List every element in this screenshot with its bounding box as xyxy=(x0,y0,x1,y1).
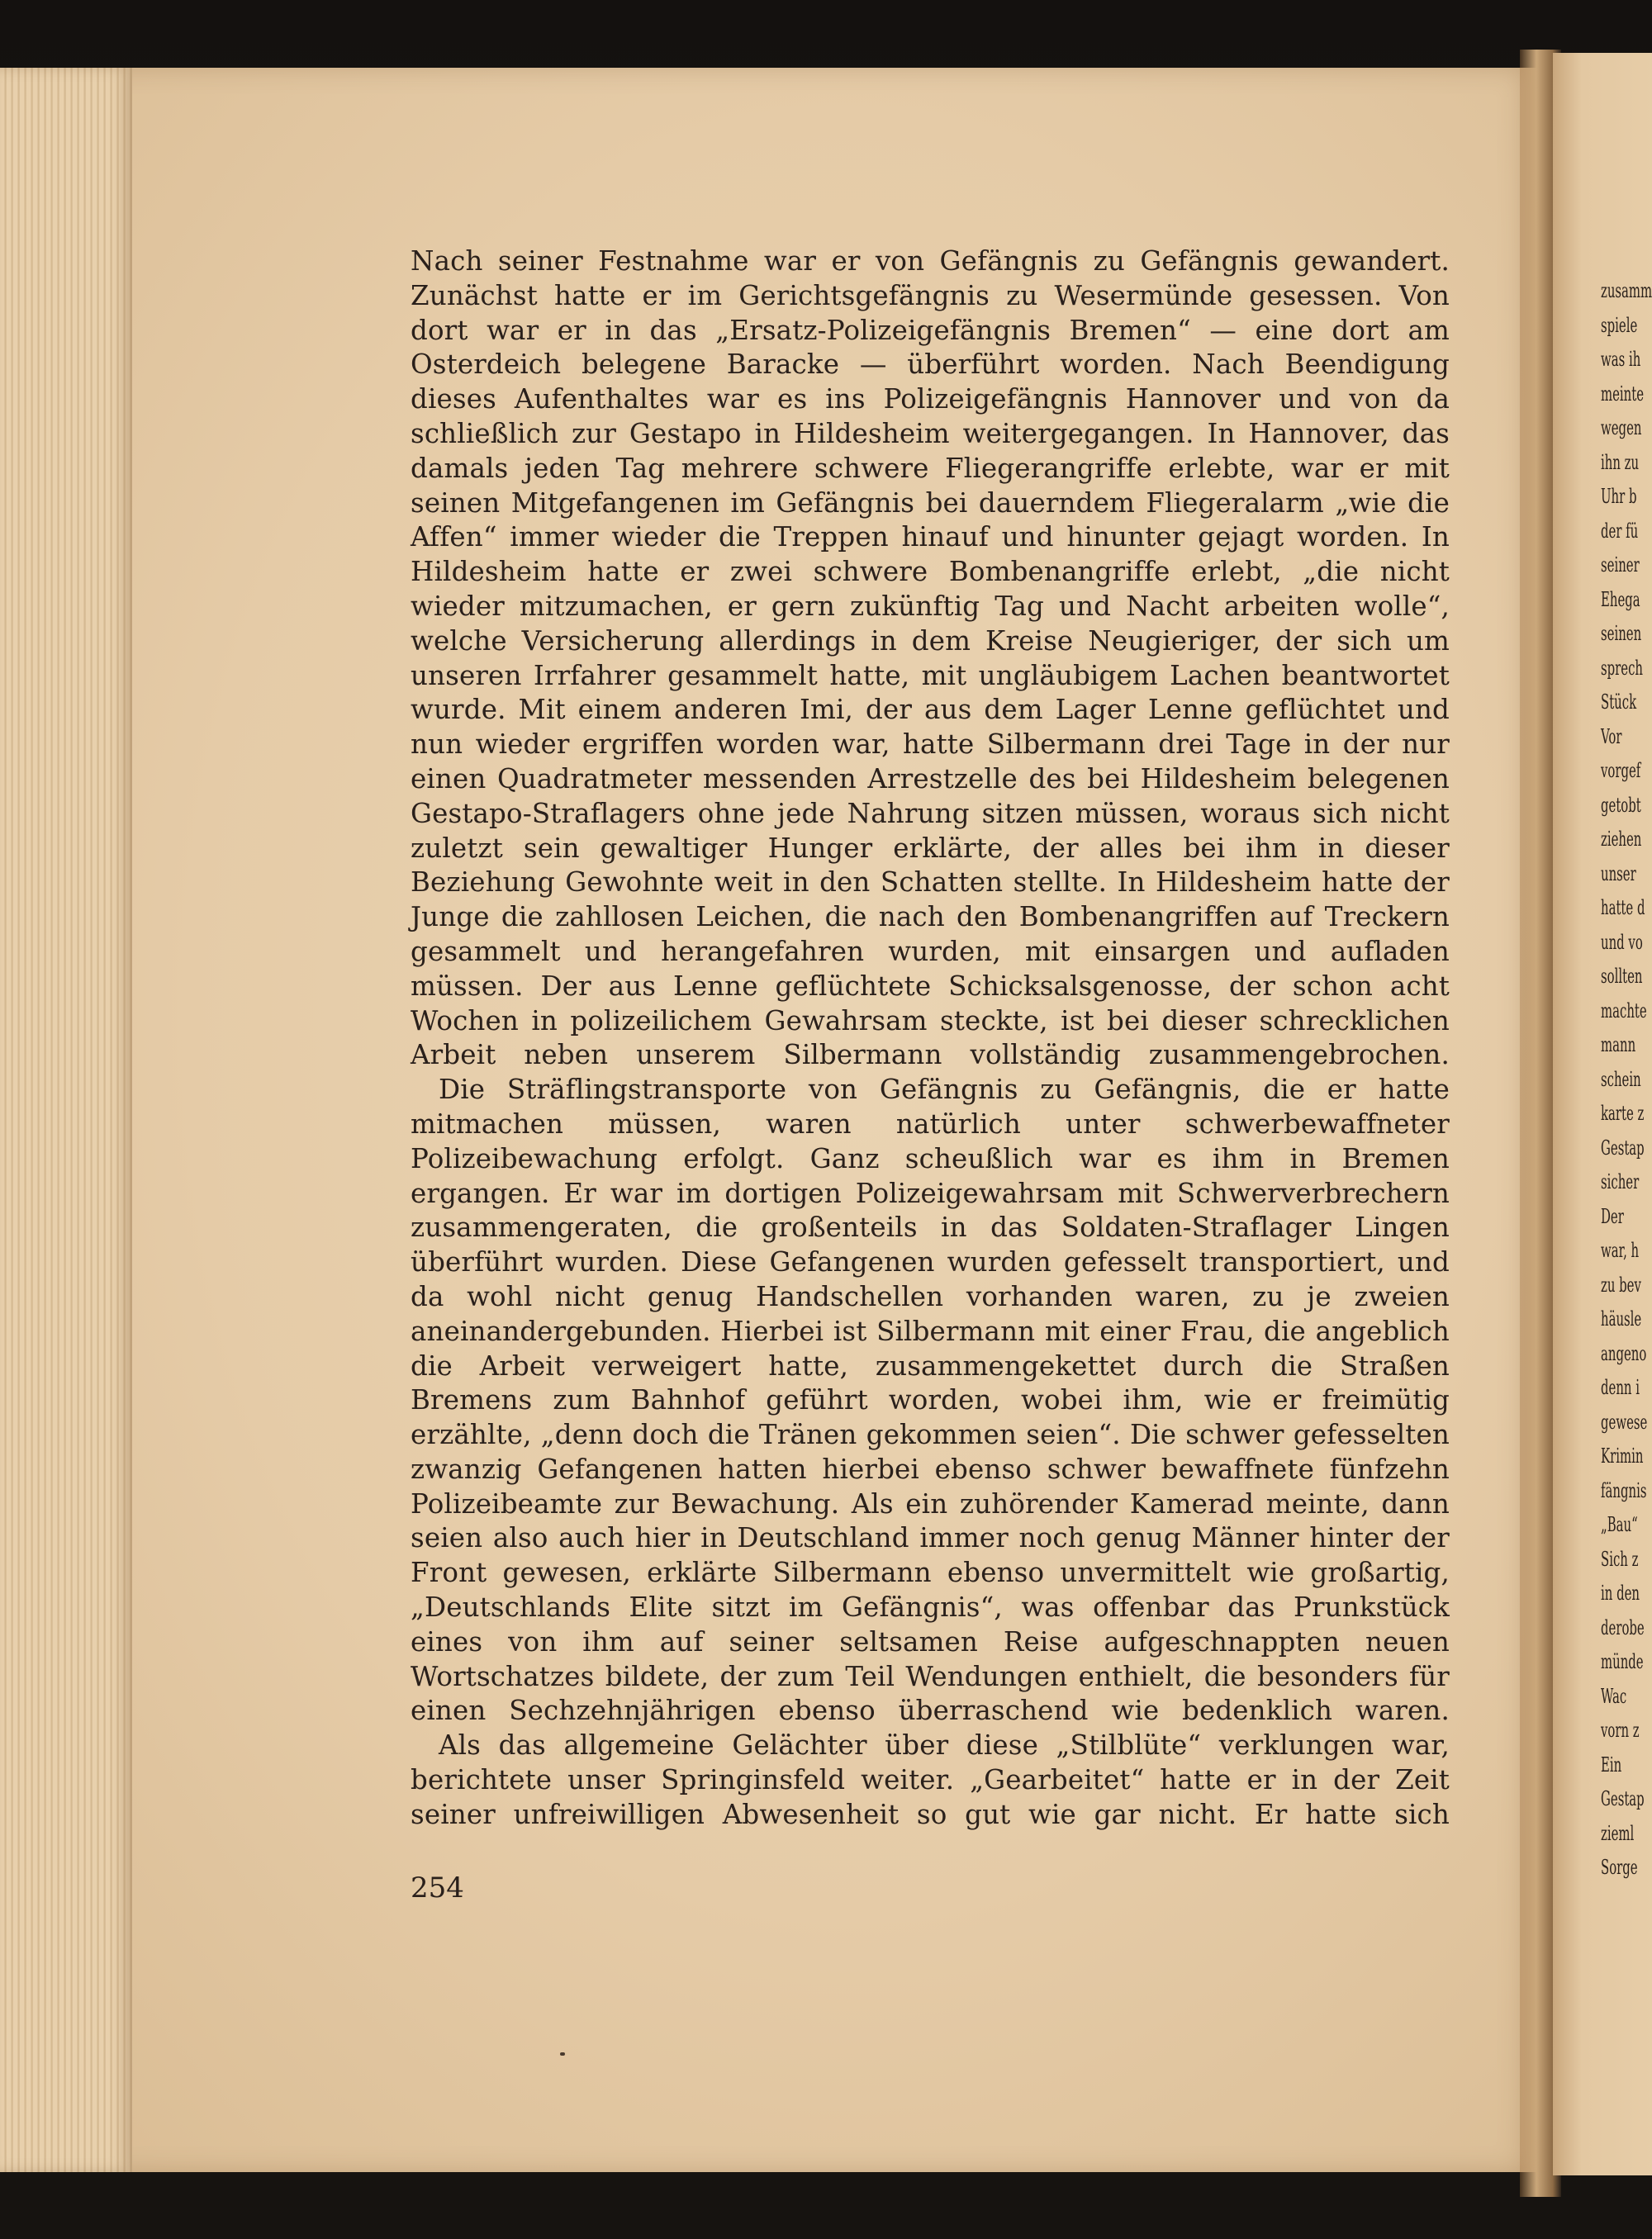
facing-line: spiele xyxy=(1601,313,1638,337)
facing-line: Sorge xyxy=(1601,1856,1638,1879)
facing-line: machte xyxy=(1601,999,1647,1022)
facing-line: häusle xyxy=(1601,1307,1642,1331)
facing-line: derobe xyxy=(1601,1615,1645,1639)
body-text xyxy=(411,244,1450,1833)
facing-line: seiner xyxy=(1601,553,1640,576)
facing-line: Gestap xyxy=(1601,1787,1645,1810)
facing-line: Stück xyxy=(1601,690,1637,714)
paragraph-2: Die Sträflingstransporte von Gefängnis zu Gefängnis, die er hatte mitmachen müssen, waren natürlich unter schwerbewaffneter Polizeibewachung erfolgt. Ganz scheußlich war es ihm in Bremen ergangen. Er war im dortigen Polizeigewahrsam mit Schwerverbrechern zusammengeraten, die großenteils in das Soldaten-Straflager Lingen überführt wurden. Diese Gefangenen wurden gefesselt transportiert, und da wohl nicht genug Handschellen vorhanden waren, zu je zweien aneinandergebunden. Hierbei ist Silbermann mit einer Frau, die angeblich die Arbeit verweigert hatte, zusammengekettet durch die Straßen Bremens zum Bahnhof geführt worden, wobei ihm, wie er freimütig erzählte, „denn doch die Tränen gekommen seien“. Die schwer gefesselten zwanzig Gefangenen hatten hierbei ebenso schwer bewaffnete fünfzehn Polizeibeamte zur Bewachung. Als ein zuhörender Kamerad meinte, dann seien also auch hier in Deutschland immer noch genug Männer hinter der Front gewesen, erklärte Silbermann ebenso unvermittelt wie großartig, „Deutschlands Elite sitzt im Gefängnis“, was offenbar das Prunkstück eines von ihm auf seiner seltsamen Reise aufgeschnappten neuen Wortschatzes bildete, der zum Teil Wendungen enthielt, die besonders für einen Sechzehnjährigen ebenso überraschend wie bedenklich waren. xyxy=(411,1074,1450,1727)
facing-line: und vo xyxy=(1601,930,1643,954)
facing-line: angeno xyxy=(1601,1341,1647,1365)
facing-line: wegen xyxy=(1601,416,1642,439)
facing-line: ziehen xyxy=(1601,828,1642,851)
facing-line: sprech xyxy=(1601,656,1644,680)
facing-line: Wac xyxy=(1601,1684,1627,1708)
facing-line: hatte d xyxy=(1601,896,1645,919)
facing-line: vorgef xyxy=(1601,759,1641,782)
facing-line: der fü xyxy=(1601,519,1639,543)
facing-line: münde xyxy=(1601,1650,1644,1673)
facing-line: sicher xyxy=(1601,1170,1640,1193)
page-number: 254 xyxy=(411,1871,464,1905)
facing-line: zieml xyxy=(1601,1821,1635,1845)
facing-line: war, h xyxy=(1601,1239,1640,1262)
paper-speck xyxy=(560,2052,565,2056)
paragraph-3: Als das allgemeine Gelächter über diese „Stilblüte“ verklungen war, berichtete unser Springinsfeld weiter. „Gearbeitet“ hatte er in der Zeit seiner unfreiwilligen Abwesenheit so gut wie gar nicht. Er hatte sich xyxy=(411,1729,1450,1830)
facing-line: schein xyxy=(1601,1067,1641,1091)
facing-line: sollten xyxy=(1601,965,1643,988)
facing-line: was ih xyxy=(1601,348,1641,371)
facing-line: „Bau“ xyxy=(1601,1513,1638,1536)
paragraph-1: Nach seiner Festnahme war er von Gefängnis zu Gefängnis gewandert. Zunächst hatte er im Gerichtsgefängnis zu Wesermünde gesessen. Von dort war er in das „Ersatz-Polizeigefängnis Bremen“ — eine dort am Osterdeich belegene Baracke — überführt worden. Nach Beendigung dieses Aufenthaltes war es ins Polizeigefängnis Hannover und von da schließlich zur Gestapo in Hildesheim weitergegangen. In Hannover, das damals jeden Tag mehrere schwere Fliegerangriffe erlebte, war er mit seinen Mitgefangenen im Gefängnis bei dauerndem Fliegeralarm „wie die Affen“ immer wieder die Treppen hinauf und hinunter gejagt worden. In Hildesheim hatte er zwei schwere Bombenangriffe erlebt, „die nicht wieder mitzumachen, er gern zukünftig Tag und Nacht arbeiten wolle“, welche Versicherung allerdings in dem Kreise Neugieriger, der sich um unseren Irrfahrer gesammelt hatte, mit ungläubigem Lachen beantwortet wurde. Mit einem anderen Imi, der aus dem Lager Lenne geflüchtet und nun wieder ergriffen worden war, hatte Silbermann drei Tage in der nur einen Quadratmeter messenden Arrestzelle des bei Hildesheim belegenen Gestapo-Straflagers ohne jede Nahrung sitzen müssen, woraus sich nicht zuletzt sein gewaltiger Hunger erklärte, der alles bei ihm in dieser Beziehung Gewohnte weit in den Schatten stellte. In Hildesheim hatte der Junge die zahllosen Leichen, die nach den Bombenangriffen auf Treckern gesammelt und herangefahren wurden, mit einsargen und aufladen müssen. Der aus Lenne geflüchtete Schicksalsgenosse, der schon acht Wochen in polizeilichem Gewahrsam steckte, ist bei dieser schrecklichen Arbeit neben unserem Silbermann vollständig zusammengebrochen. xyxy=(411,245,1450,1071)
facing-line: seinen xyxy=(1601,622,1642,645)
facing-line: unser xyxy=(1601,861,1636,885)
facing-line: mann xyxy=(1601,1033,1636,1056)
facing-line: Vor xyxy=(1601,724,1622,748)
facing-line: denn i xyxy=(1601,1376,1640,1399)
facing-line: fängnis xyxy=(1601,1478,1647,1502)
facing-line: Ehega xyxy=(1601,587,1640,611)
facing-page-text xyxy=(1601,274,1652,1886)
facing-line: Gestap xyxy=(1601,1136,1645,1160)
facing-line: Krimin xyxy=(1601,1444,1644,1468)
facing-line: Uhr b xyxy=(1601,485,1637,508)
facing-line: in den xyxy=(1601,1582,1640,1605)
facing-line: zu bev xyxy=(1601,1273,1641,1297)
facing-line: Der xyxy=(1601,1204,1624,1228)
right-page xyxy=(1553,53,1652,2175)
facing-line: meinte xyxy=(1601,382,1645,406)
facing-line: Sich z xyxy=(1601,1547,1639,1571)
facing-line: gewese xyxy=(1601,1410,1648,1434)
facing-line: zusamm xyxy=(1601,279,1652,302)
facing-line: vorn z xyxy=(1601,1719,1640,1742)
facing-line: Ein xyxy=(1601,1753,1622,1776)
facing-line: ihn zu xyxy=(1601,450,1640,474)
facing-line: getobt xyxy=(1601,793,1641,817)
page-edges xyxy=(0,68,132,2172)
facing-line: karte z xyxy=(1601,1102,1645,1125)
